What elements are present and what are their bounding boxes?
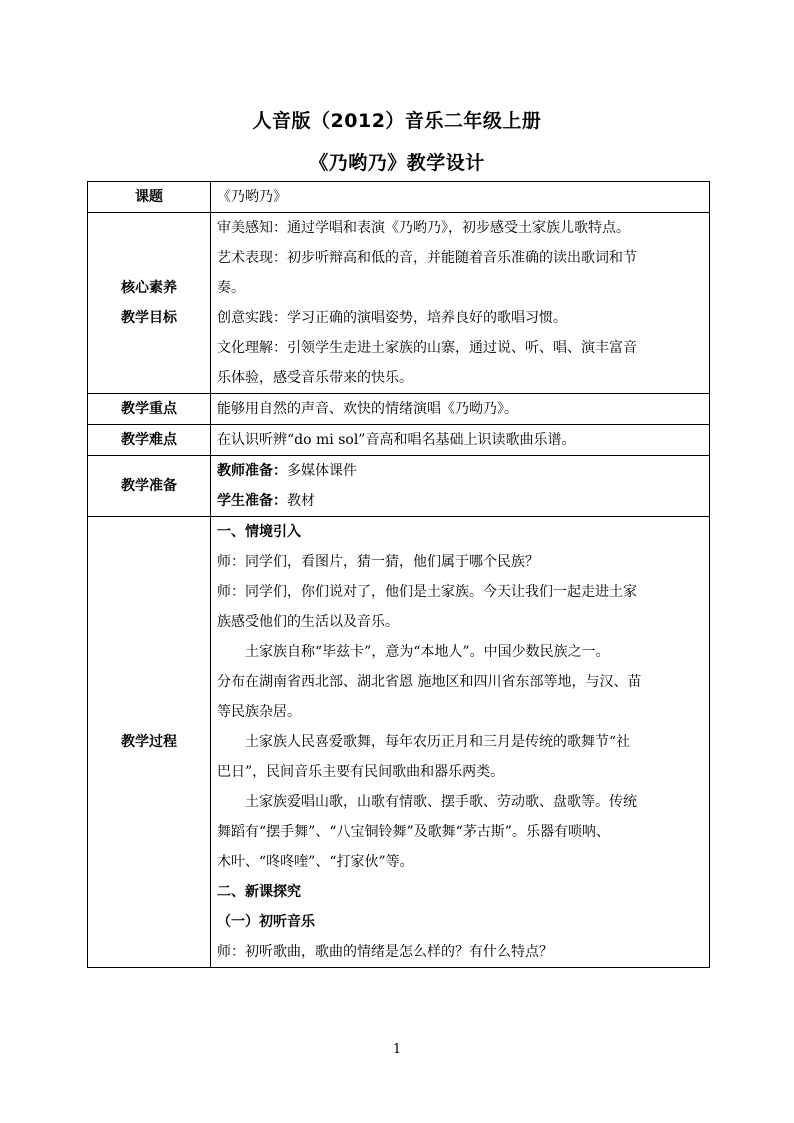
row-content	[211, 456, 710, 517]
content-label: 一、情境引入	[217, 524, 301, 540]
content-line	[217, 667, 703, 697]
content-line	[217, 697, 703, 727]
row-content	[211, 213, 710, 394]
document-title: 人音版（2012）音乐二年级上册	[252, 110, 542, 132]
content-label: 二、新课探究	[217, 884, 301, 900]
content-line	[217, 877, 703, 907]
content-line	[217, 486, 703, 516]
row-header: 课题	[88, 182, 211, 213]
content-line	[217, 273, 703, 303]
content-text: 舞蹈有“摆手舞”、“八宝铜铃舞”及歌舞“茅古斯”。乐器有唢呐、	[217, 824, 610, 840]
content-text: 分布在湖南省西北部、湖北省恩 施地区和四川省东部等地，与汉、苗	[217, 674, 642, 690]
row-content	[211, 182, 710, 213]
content-text: 在认识听辨“do mi sol”音高和唱名基础上识读歌曲乐谱。	[217, 432, 576, 448]
lesson-plan-body	[88, 182, 710, 968]
content-line	[217, 333, 703, 363]
row-core-goals	[88, 213, 710, 394]
content-line	[217, 182, 703, 212]
content-line	[217, 757, 703, 787]
content-text: 教材	[287, 493, 315, 509]
content-text: 奏。	[217, 280, 245, 296]
content-text: 师：同学们，看图片，猜一猜，他们属于哪个民族？	[217, 554, 539, 570]
content-text: 师：初听歌曲，歌曲的情绪是怎么样的？有什么特点？	[217, 944, 553, 960]
content-line	[217, 243, 703, 273]
content-line	[217, 363, 703, 393]
content-text: 《乃哟乃》	[217, 189, 287, 205]
content-line	[217, 577, 703, 607]
content-text: 乐体验，感受音乐带来的快乐。	[217, 370, 413, 386]
row-preparation	[88, 456, 710, 517]
content-text: 创意实践：学习正确的演唱姿势，培养良好的歌唱习惯。	[217, 310, 567, 326]
row-header: 教学难点	[88, 425, 211, 456]
content-line	[217, 637, 703, 667]
content-text: 能够用自然的声音、欢快的情绪演唱《乃呦乃》。	[217, 401, 518, 417]
content-line	[217, 547, 703, 577]
row-content	[211, 394, 710, 425]
content-line	[217, 817, 703, 847]
row-header: 教学过程	[88, 517, 211, 968]
content-text: 多媒体课件	[287, 463, 357, 479]
content-line	[217, 394, 703, 424]
row-header-line: 核心素养	[121, 280, 177, 296]
page-number: 1	[392, 1042, 402, 1057]
row-header	[88, 213, 211, 394]
row-header-line: 教学目标	[121, 310, 177, 326]
content-line	[217, 517, 703, 547]
content-line	[217, 425, 703, 455]
row-topic	[88, 182, 710, 213]
content-text: 木叶、“咚咚喹”、“打家伙”等。	[217, 854, 414, 870]
content-line	[217, 727, 703, 757]
content-line	[217, 456, 703, 486]
row-header: 教学准备	[88, 456, 211, 517]
content-text: 土家族人民喜爱歌舞，每年农历正月和三月是传统的歌舞节“社	[245, 734, 631, 750]
content-line	[217, 787, 703, 817]
content-text: 师：同学们，你们说对了，他们是土家族。今天让我们一起走进土家	[217, 584, 637, 600]
content-text: 艺术表现：初步听辩高和低的音，并能随着音乐准确的读出歌词和节	[217, 250, 637, 266]
content-line	[217, 847, 703, 877]
row-key-points	[88, 394, 710, 425]
row-process	[88, 517, 710, 968]
content-label: （一）初听音乐	[217, 914, 315, 930]
row-header: 教学重点	[88, 394, 211, 425]
content-line	[217, 937, 703, 967]
content-line	[217, 213, 703, 243]
content-text: 土家族爱唱山歌，山歌有情歌、摆手歌、劳动歌、盘歌等。传统	[245, 794, 637, 810]
row-content	[211, 517, 710, 968]
content-label: 学生准备：	[217, 493, 287, 509]
content-line	[217, 907, 703, 937]
row-content	[211, 425, 710, 456]
content-text: 巴日”，民间音乐主要有民间歌曲和器乐两类。	[217, 764, 505, 780]
content-text: 审美感知：通过学唱和表演《乃哟乃》，初步感受土家族儿歌特点。	[217, 220, 630, 236]
content-text: 文化理解：引领学生走进土家族的山寨，通过说、听、唱、演丰富音	[217, 340, 637, 356]
content-text: 族感受他们的生活以及音乐。	[217, 614, 399, 630]
document-subtitle: 《乃哟乃》教学设计	[309, 152, 485, 174]
content-label: 教师准备：	[217, 463, 287, 479]
content-line	[217, 607, 703, 637]
lesson-plan-table	[87, 181, 710, 968]
row-difficulties	[88, 425, 710, 456]
content-line	[217, 303, 703, 333]
content-text: 等民族杂居。	[217, 704, 301, 720]
content-text: 土家族自称“毕兹卡”，意为“本地人”。中国少数民族之一。	[245, 644, 610, 660]
